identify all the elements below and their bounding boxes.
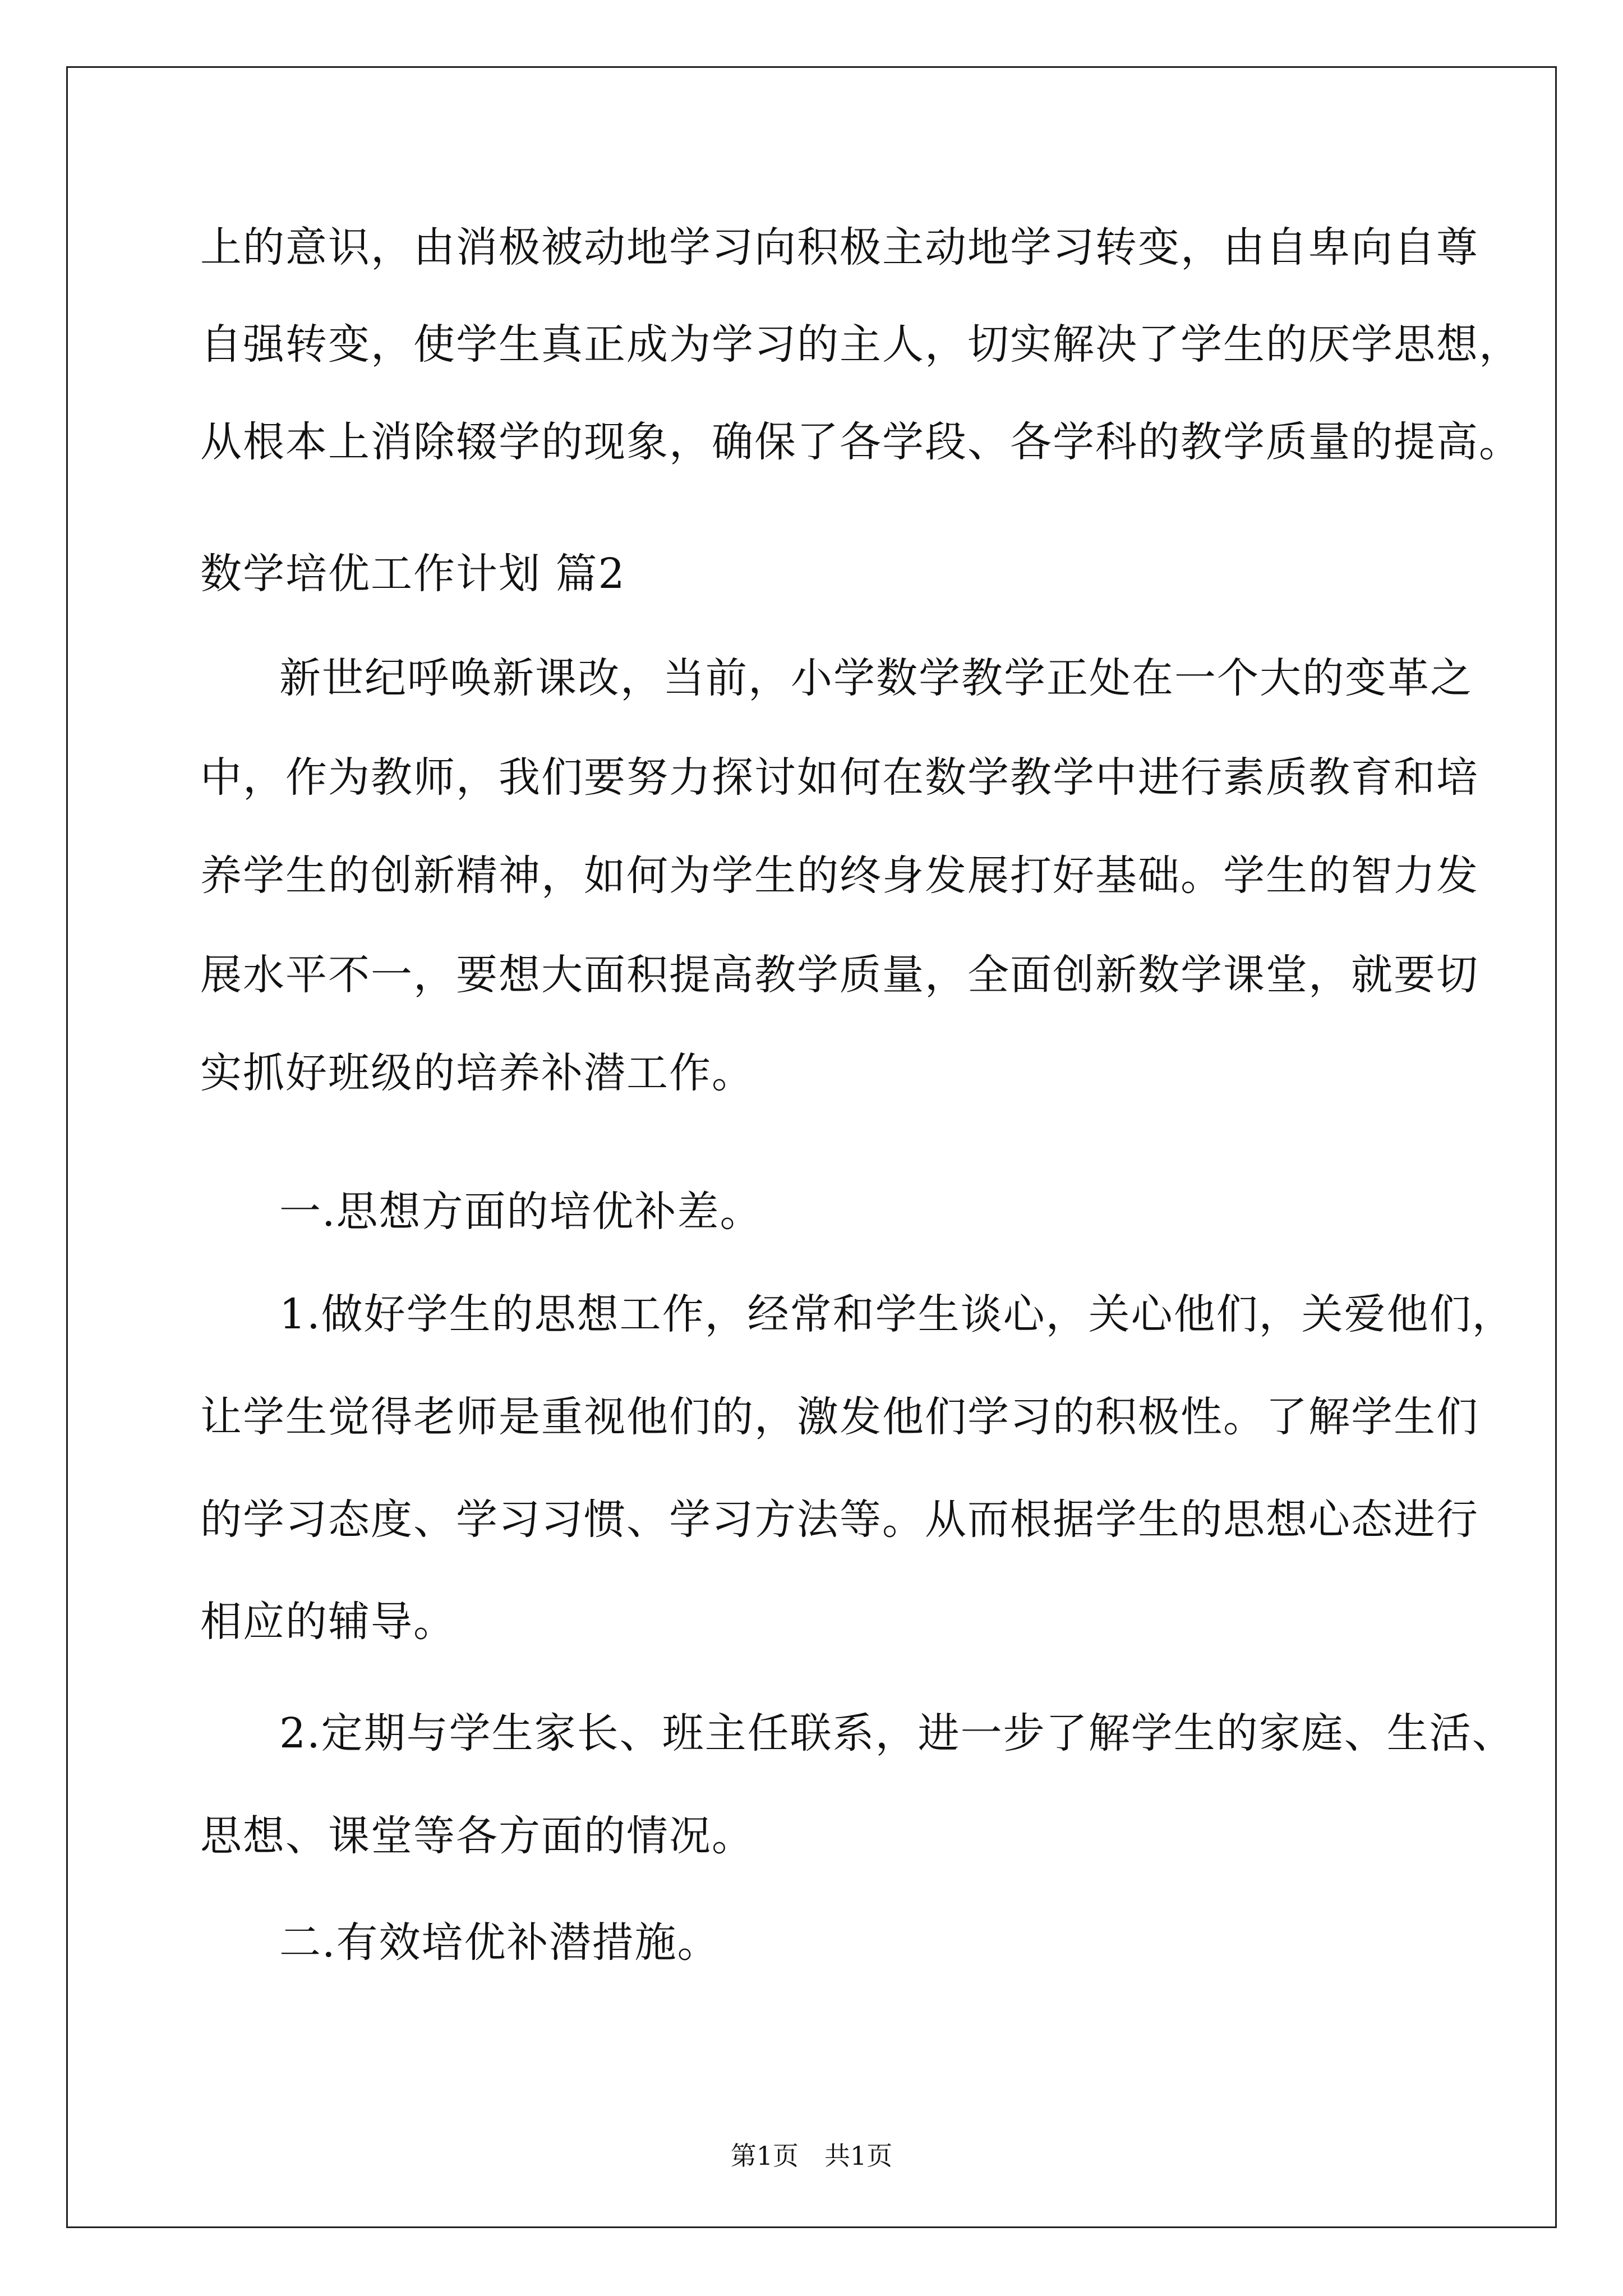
- body-text-line: 思想、课堂等各方面的情况。: [200, 1812, 754, 1860]
- body-text-line: 2.定期与学生家长、班主任联系，进一步了解学生的家庭、生活、: [279, 1709, 1515, 1757]
- body-text-line: 实抓好班级的培养补潜工作。: [200, 1049, 754, 1097]
- subsection-heading: 二.有效培优补潜措施。: [279, 1918, 720, 1967]
- body-text-line: 的学习态度、学习习惯、学习方法等。从而根据学生的思想心态进行: [200, 1496, 1479, 1544]
- body-text-line: 新世纪呼唤新课改，当前，小学数学教学正处在一个大的变革之: [279, 654, 1473, 702]
- body-text-line: 让学生觉得老师是重视他们的，激发他们学习的积极性。了解学生们: [200, 1393, 1479, 1441]
- page-footer: 第1页 共1页: [730, 2141, 893, 2171]
- body-text-line: 相应的辅导。: [200, 1598, 456, 1646]
- body-text-line: 从根本上消除辍学的现象，确保了各学段、各学科的教学质量的提高。: [200, 418, 1521, 466]
- body-text-line: 养学生的创新精神，如何为学生的终身发展打好基础。学生的智力发: [200, 852, 1479, 900]
- body-text-line: 自强转变，使学生真正成为学习的主人，切实解决了学生的厌学思想，: [200, 320, 1521, 369]
- body-text-line: 展水平不一，要想大面积提高教学质量，全面创新数学课堂，就要切: [200, 951, 1479, 999]
- page-border: [66, 66, 1557, 2228]
- body-text-line: 中，作为教师，我们要努力探讨如何在数学教学中进行素质教育和培: [200, 753, 1479, 802]
- body-text-line: 上的意识，由消极被动地学习向积极主动地学习转变，由自卑向自尊: [200, 223, 1479, 272]
- body-text-line: 1.做好学生的思想工作，经常和学生谈心，关心他们，关爱他们，: [279, 1290, 1515, 1338]
- subsection-heading: 一.思想方面的培优补差。: [279, 1188, 763, 1236]
- section-heading: 数学培优工作计划 篇2: [200, 550, 626, 598]
